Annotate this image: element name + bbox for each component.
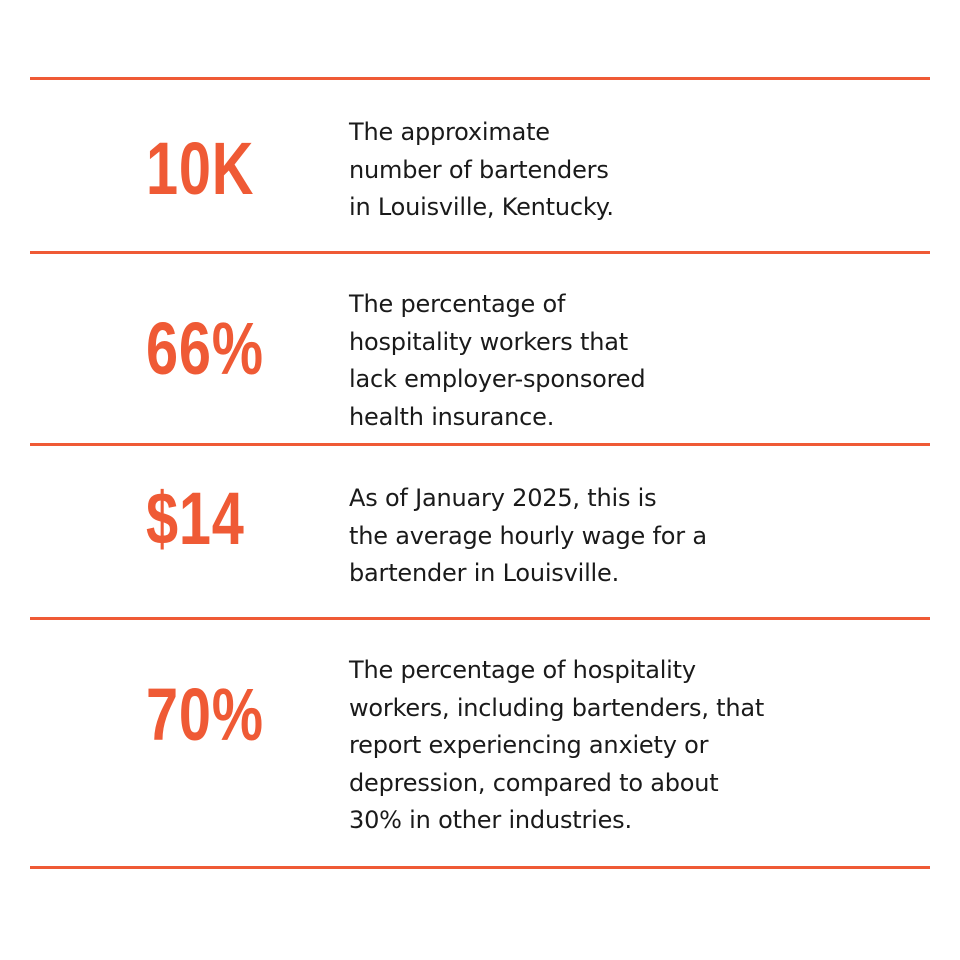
- divider-line: [30, 77, 930, 80]
- divider-line: [30, 866, 930, 869]
- stat-description-hourly-wage: As of January 2025, this is the average hourly wage for a bartender in Louisville.: [349, 484, 707, 587]
- stat-value-hourly-wage: $14: [146, 477, 245, 560]
- stat-description-mental-health: The percentage of hospitality workers, including bartenders, that report experiencing anxiety or depression, compared to about 30% in other industries.: [349, 656, 765, 834]
- stat-value-mental-health: 70%: [146, 673, 264, 756]
- divider-line: [30, 443, 930, 446]
- stat-value-health-insurance: 66%: [146, 307, 264, 390]
- divider-line: [30, 251, 930, 254]
- divider-line: [30, 617, 930, 620]
- stat-description-bartender-count: The approximate number of bartenders in Louisville, Kentucky.: [349, 118, 614, 221]
- stat-value-bartender-count: 10K: [146, 127, 255, 210]
- stat-description-health-insurance: The percentage of hospitality workers that lack employer-sponsored health insurance.: [349, 290, 646, 431]
